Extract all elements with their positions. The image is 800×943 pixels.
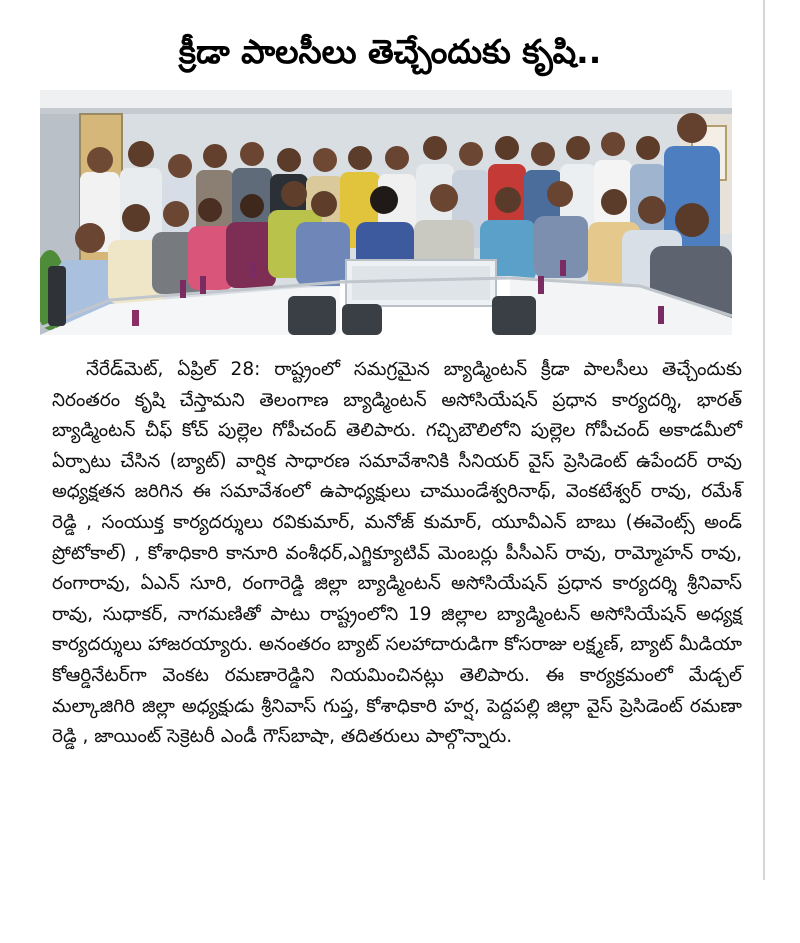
column-divider [763, 0, 765, 880]
headline: క్రీడా పాలసీలు తెచ్చేందుకు కృషి.. [178, 32, 602, 71]
group-photo [40, 90, 732, 335]
dateline: నేరేడ్‌మెట్‌, ఏప్రిల్‌ 28: [86, 359, 261, 380]
article-body [52, 355, 742, 753]
article-text: రాష్ట్రంలో సమగ్రమైన బ్యాడ్మింటన్‌ క్రీడా పాలసీలు తెచ్చేందుకు నిరంతరం కృషి చేస్తామని తెలంగాణ బ్యాడ్మింటన్‌ అసోసియేషన్‌ ప్రధాన కార్యదర్శి, భారత్‌ బ్యాడ్మింటన్‌ చీఫ్‌ కోచ్‌ పుల్లెల గోపీచంద్‌ తెలిపారు. గచ్చిబౌలిలోని పుల్లెల గోపీచంద్‌ అకాడమీలో ఏర్పాటు చేసిన (బ్యాట్‌) వార్షిక సాధారణ సమావేశానికి సీనియర్‌ వైస్‌ ప్రెసిడెంట్‌ ఉపేందర్‌ రావు అధ్యక్షతన జరిగిన ఈ సమావేశంలో ఉపాధ్యక్షులు చాముండేశ్వరినాథ్‌, వెంకటేశ్వర్‌ రావు, రమేశ్‌ రెడ్డి , సంయుక్త కార్యదర్శులు రవికుమార్‌, మనోజ్‌ కుమార్‌, యూవీఎన్‌ బాబు (ఈవెంట్స్‌ అండ్‌ ప్రోటోకాల్‌) , కోశాధికారి కానూరి వంశీధర్‌,ఎగ్జిక్యూటివ్‌ మెంబర్లు పీసీఎస్‌ రావు, రామ్మోహన్‌ రావు, రంగారావు, ఏఎన్‌ సూరి, రంగారెడ్డి జిల్లా బ్యాడ్మింటన్‌ అసోసియేషన్‌ ప్రధాన కార్యదర్శి శ్రీనివాస్‌ రావు, సుధాకర్‌, నాగమణితో పాటు రాష్ట్రంలోని 19 జిల్లాల బ్యాడ్మింటన్‌ అసోసియేషన్‌ అధ్యక్ష కార్యదర్శులు హాజరయ్యారు. అనంతరం బ్యాట్‌ సలహాదారుడిగా కోసరాజు లక్ష్మణ్‌, బ్యాట్‌ మీడియా కోఆర్డినేటర్‌గా వెంకట రమణారెడ్డిని నియమించినట్లు తెలిపారు. ఈ కార్యక్రమంలో మేడ్చల్‌ మల్కాజిగిరి జిల్లా అధ్యక్షుడు శ్రీనివాస్‌ గుప్త, కోశాధికారి హర్ష, పెద్దపల్లి జిల్లా వైస్‌ ప్రెసిడెంట్‌ రమణా రెడ్డి , జాయింట్‌ సెక్రెటరీ ఎండీ గౌస్‌బాషా, తదితరులు పాల్గొన్నారు. [52, 359, 743, 748]
